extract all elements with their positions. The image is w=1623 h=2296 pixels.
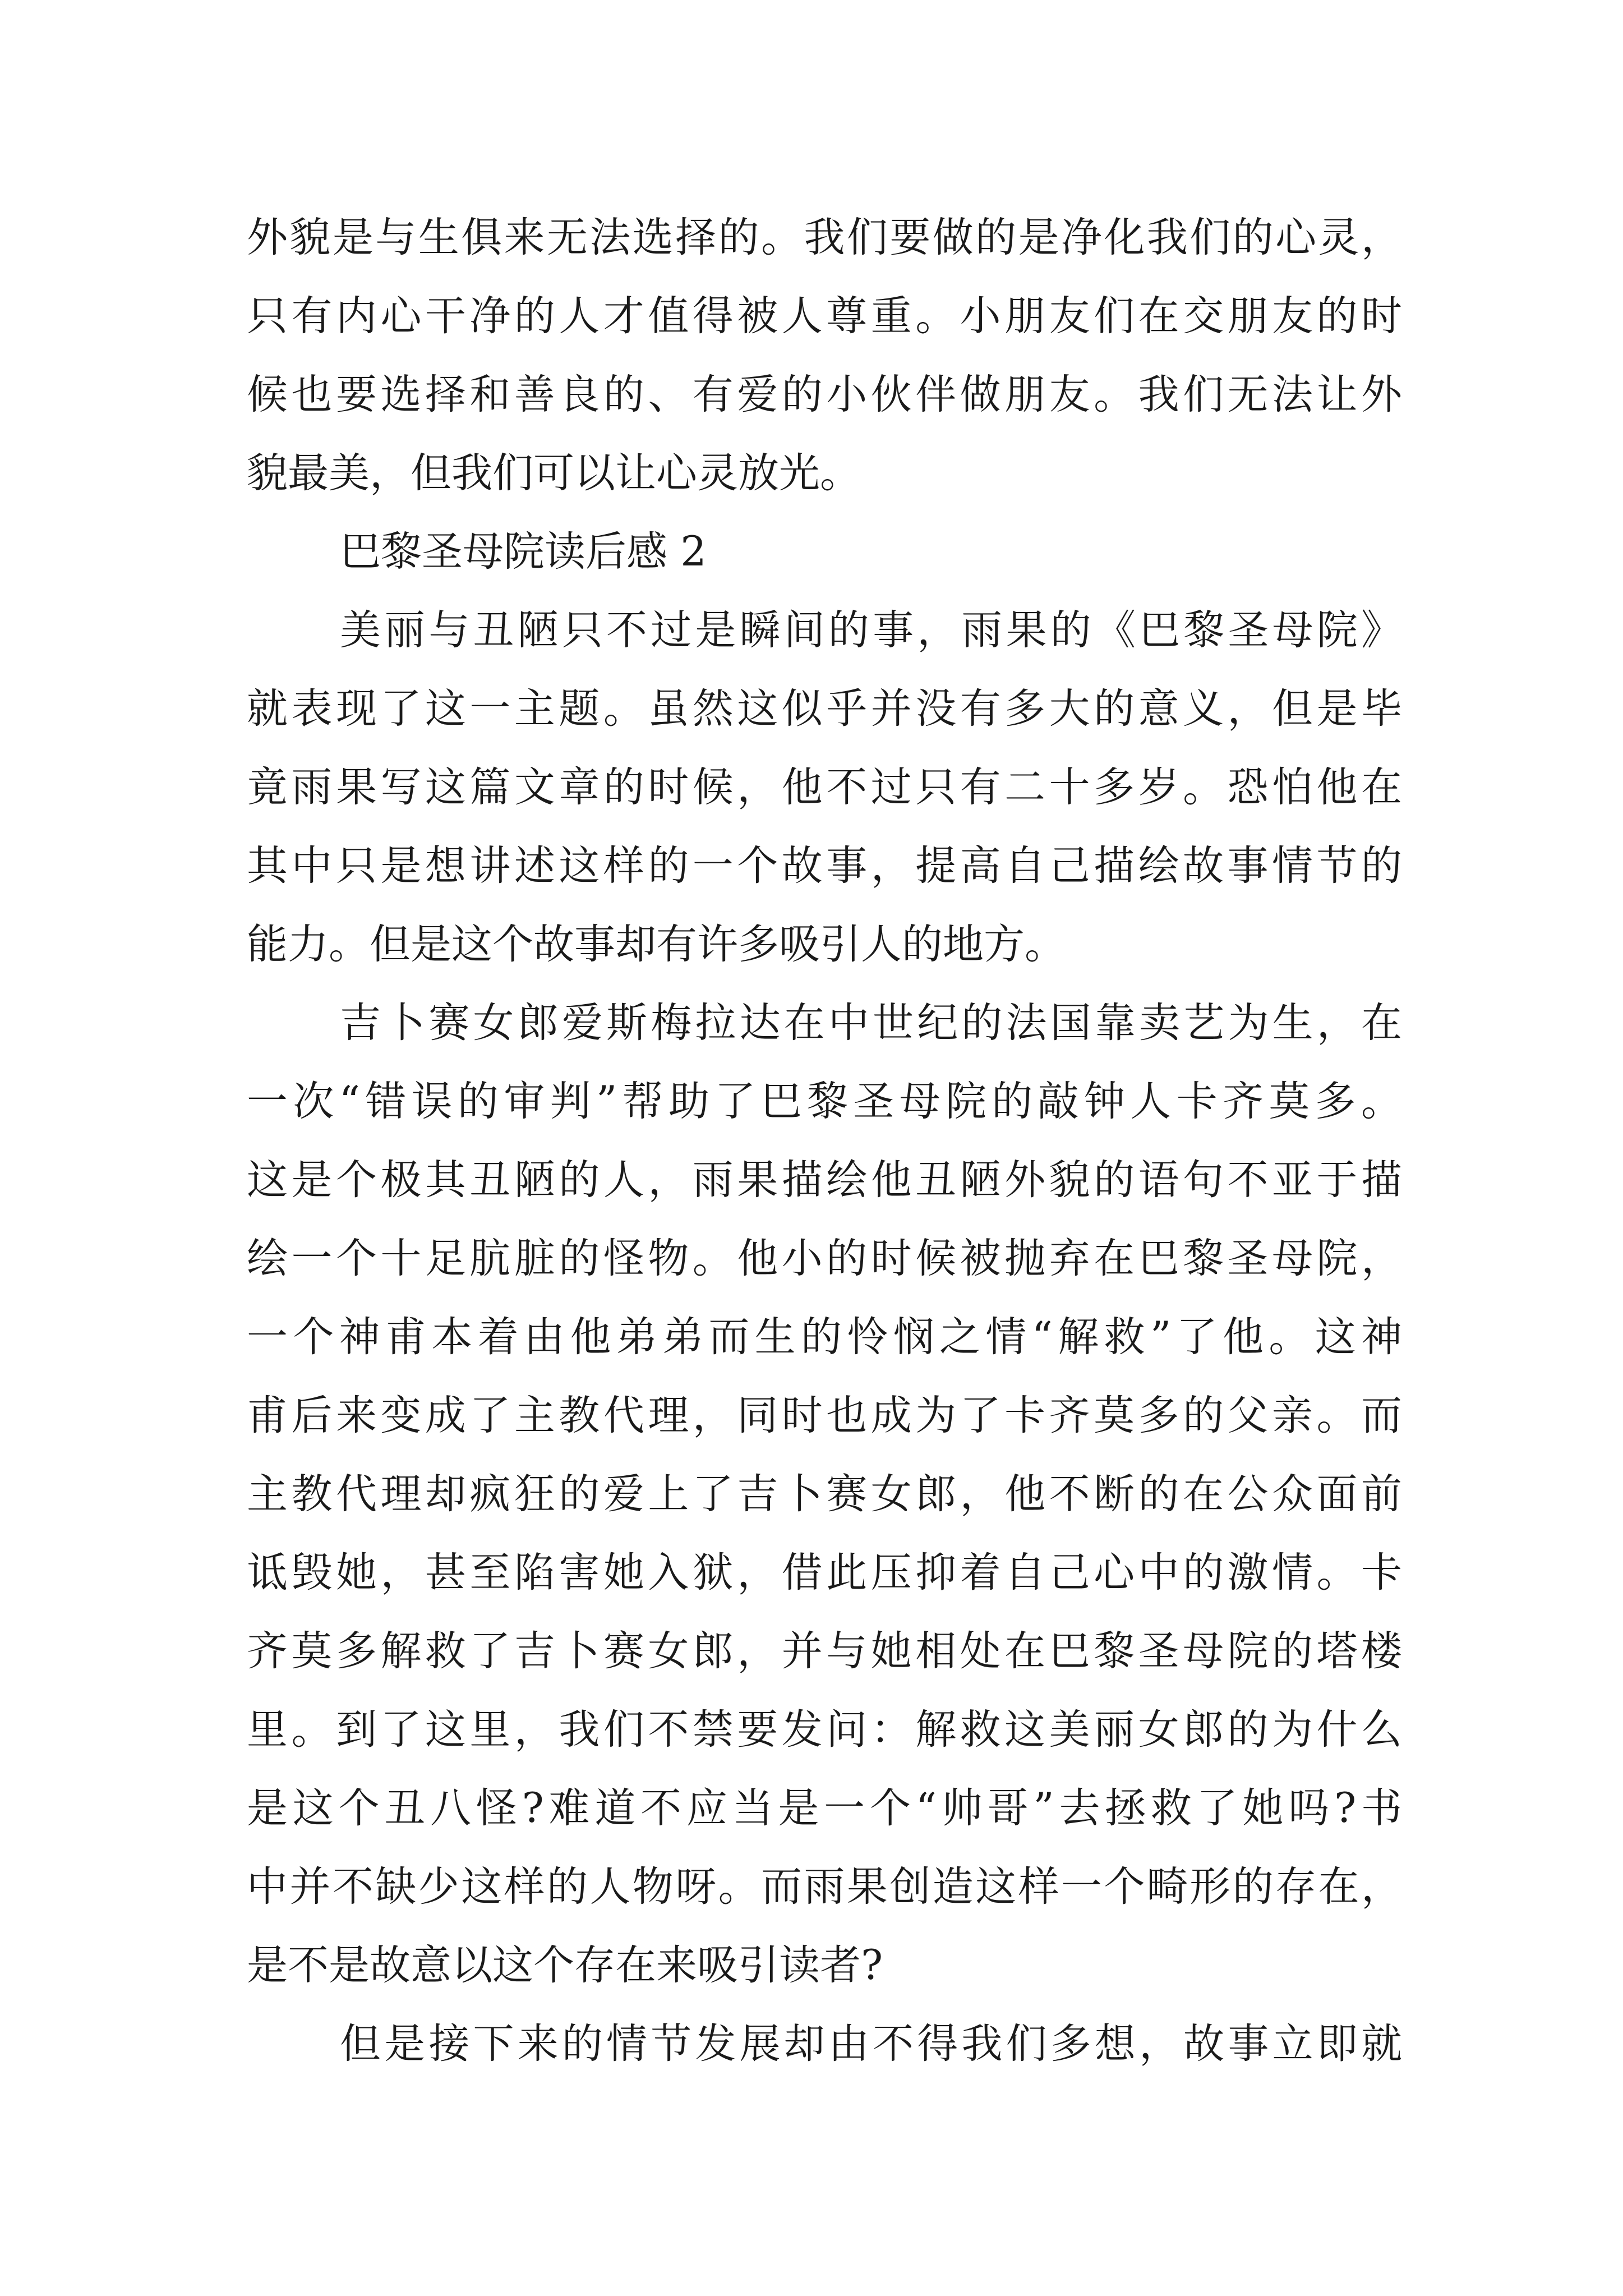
body-text-line: 是不是故意以这个存在来吸引读者? <box>247 1941 883 1989</box>
body-text-line: 是这个丑八怪?难道不应当是一个“帅哥”去拯救了她吗?书 <box>247 1784 1402 1832</box>
paragraph-first-line: 吉卜赛女郎爱斯梅拉达在中世纪的法国靠卖艺为生，在 <box>340 999 1402 1047</box>
body-text-line: 竟雨果写这篇文章的时候，他不过只有二十多岁。恐怕他在 <box>247 763 1402 811</box>
body-text-line: 甫后来变成了主教代理，同时也成为了卡齐莫多的父亲。而 <box>247 1392 1402 1439</box>
paragraph-first-line: 但是接下来的情节发展却由不得我们多想，故事立即就 <box>340 2020 1402 2068</box>
body-text-line: 就表现了这一主题。虽然这似乎并没有多大的意义，但是毕 <box>247 685 1402 733</box>
body-text-line: 这是个极其丑陋的人，雨果描绘他丑陋外貌的语句不亚于描 <box>247 1156 1402 1204</box>
body-text-line: 其中只是想讲述这样的一个故事，提高自己描绘故事情节的 <box>247 842 1402 890</box>
paragraph-first-line: 美丽与丑陋只不过是瞬间的事，雨果的《巴黎圣母院》 <box>340 606 1402 654</box>
body-text-line: 绘一个十足肮脏的怪物。他小的时候被抛弃在巴黎圣母院， <box>247 1235 1402 1282</box>
body-text-line: 一次“错误的审判”帮助了巴黎圣母院的敲钟人卡齐莫多。 <box>247 1078 1402 1125</box>
body-text-line: 一个神甫本着由他弟弟而生的怜悯之情“解救”了他。这神 <box>247 1313 1402 1361</box>
body-text-line: 诋毁她，甚至陷害她入狱，借此压抑着自己心中的激情。卡 <box>247 1549 1402 1596</box>
body-text-line: 齐莫多解救了吉卜赛女郎，并与她相处在巴黎圣母院的塔楼 <box>247 1627 1402 1675</box>
body-text-line: 貌最美，但我们可以让心灵放光。 <box>247 449 861 497</box>
body-text-line: 能力。但是这个故事却有许多吸引人的地方。 <box>247 921 1066 968</box>
body-text-line: 主教代理却疯狂的爱上了吉卜赛女郎，他不断的在公众面前 <box>247 1470 1402 1518</box>
body-text-line: 中并不缺少这样的人物呀。而雨果创造这样一个畸形的存在， <box>247 1863 1402 1911</box>
body-text-line: 只有内心干净的人才值得被人尊重。小朋友们在交朋友的时 <box>247 292 1402 340</box>
body-text-line: 外貌是与生俱来无法选择的。我们要做的是净化我们的心灵， <box>247 214 1402 261</box>
body-text-line: 里。到了这里，我们不禁要发问：解救这美丽女郎的为什么 <box>247 1706 1402 1754</box>
body-text-line: 候也要选择和善良的、有爱的小伙伴做朋友。我们无法让外 <box>247 371 1402 418</box>
section-heading: 巴黎圣母院读后感 2 <box>340 528 707 576</box>
